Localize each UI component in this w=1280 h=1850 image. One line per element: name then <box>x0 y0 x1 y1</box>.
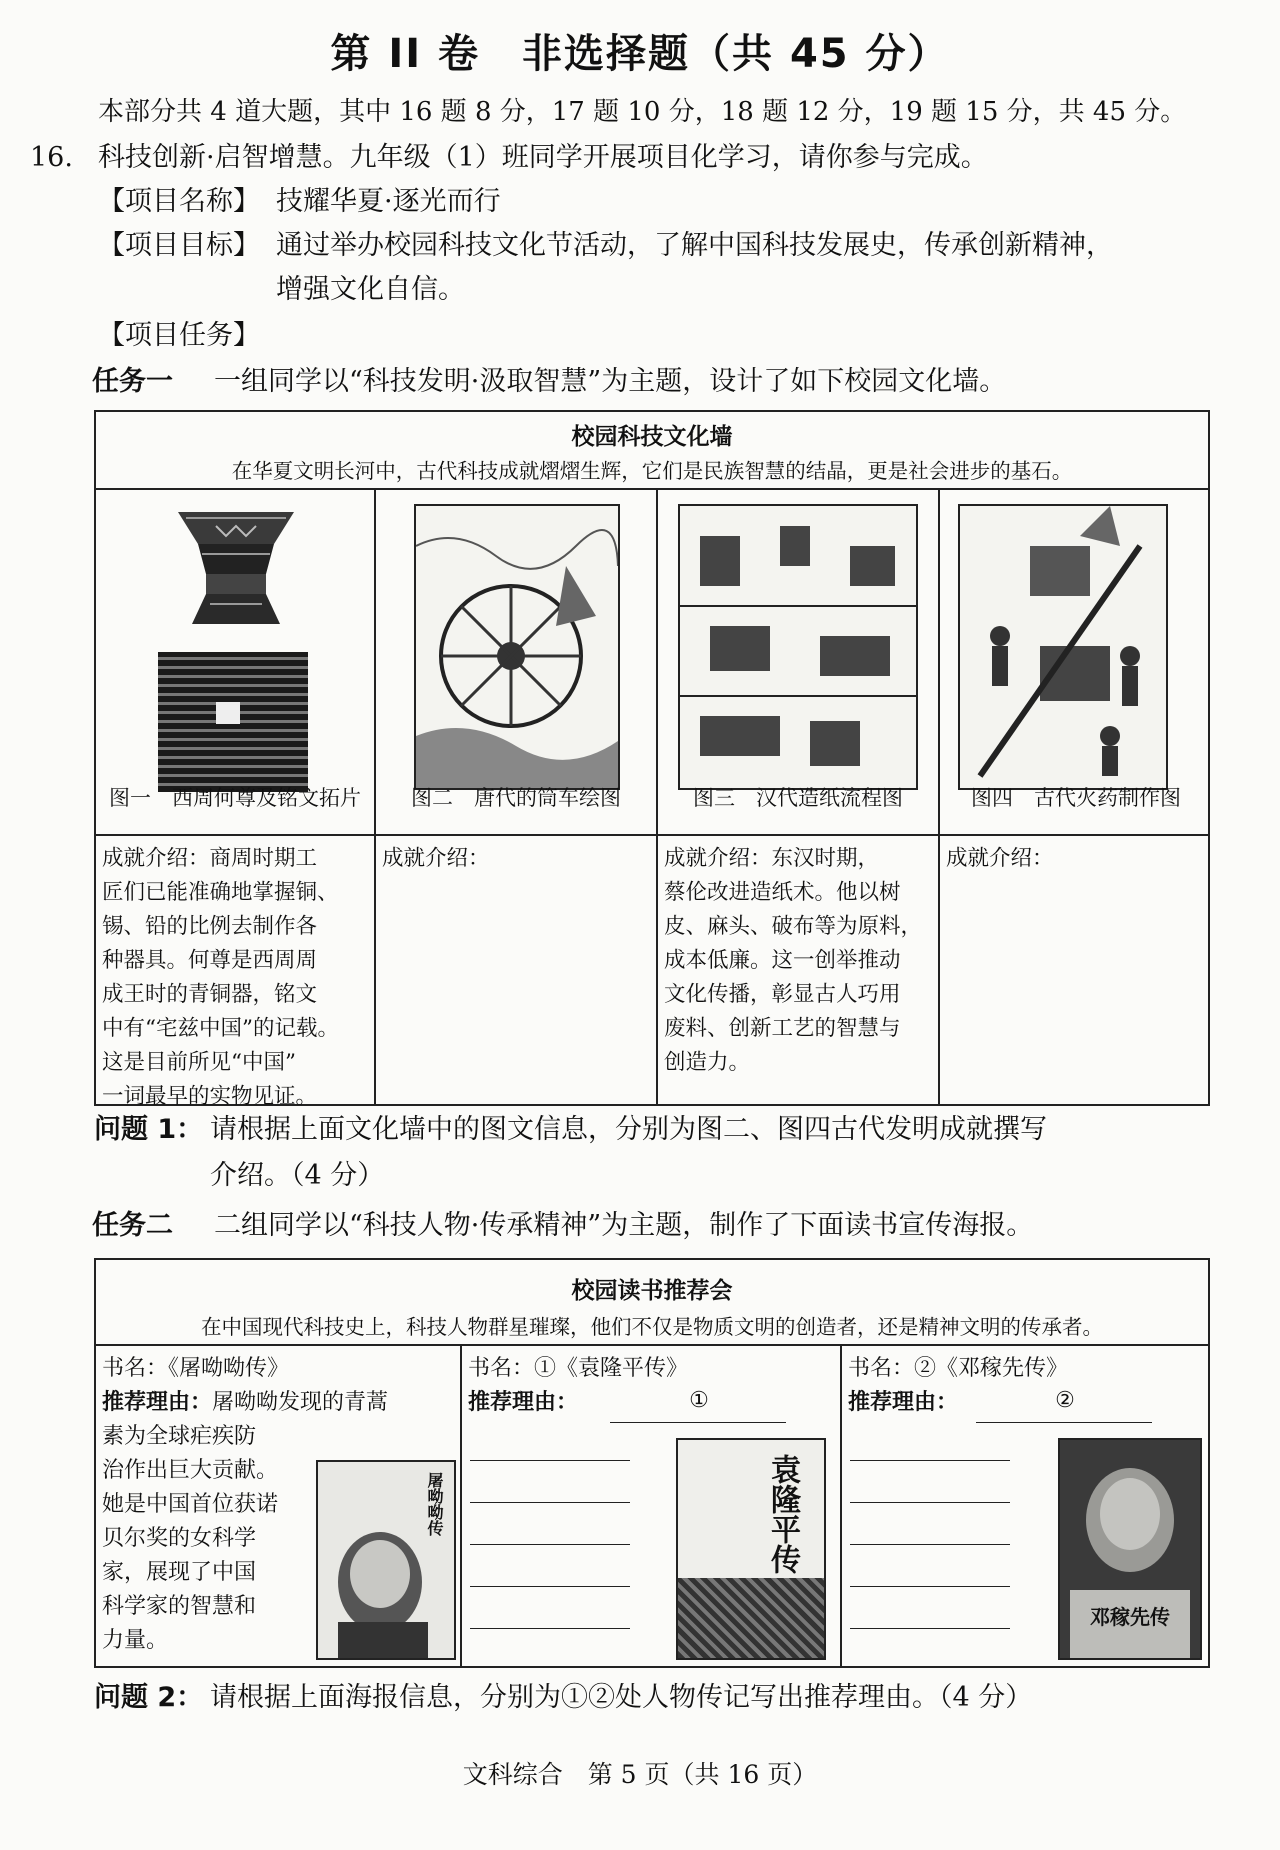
intro-line: 东汉时期， <box>771 846 880 871</box>
intro-line: 种器具。何尊是西周周 <box>102 948 318 973</box>
intro-label: 成就介绍： <box>946 846 1054 871</box>
question1-label: 问题 1： <box>94 1114 204 1145</box>
intro-label: 成就介绍： <box>382 846 490 871</box>
project-goal-line1: 通过举办校园科技文化节活动，了解中国科技发展史，传承创新精神， <box>276 230 1113 261</box>
question2-text: 请根据上面海报信息，分别为①②处人物传记写出推荐理由。（4 分） <box>210 1682 1033 1713</box>
answer-blank[interactable] <box>976 1422 1152 1423</box>
reason-line: 屠呦呦发现的青蒿 <box>212 1390 389 1415</box>
intro-line: 这是目前所见“中国” <box>102 1050 296 1075</box>
answer-blank[interactable] <box>850 1460 1010 1461</box>
intro-label: 成就介绍： <box>664 846 772 871</box>
book-cover-image <box>316 1460 456 1660</box>
bronze-vessel-image <box>156 504 316 634</box>
book-cover-image <box>1058 1438 1202 1660</box>
intro-line: 一词最早的实物见证。 <box>102 1084 318 1109</box>
task2-label: 任务二 <box>92 1210 173 1241</box>
intro-line: 文化传播，彰显古人巧用 <box>664 982 901 1007</box>
culture-wall-subtitle: 在华夏文明长河中，古代科技成就熠熠生辉，它们是民族智慧的结晶，更是社会进步的基石。 <box>231 459 1073 483</box>
answer-blank[interactable] <box>470 1628 630 1629</box>
book-name: 书名：①《袁隆平传》 <box>468 1356 689 1381</box>
reason-line: 治作出巨大贡献。 <box>102 1458 279 1483</box>
book-name: 书名：②《邓稼先传》 <box>848 1356 1069 1381</box>
achievement-intro-1 <box>102 842 370 1114</box>
culture-wall-title: 校园科技文化墙 <box>571 424 733 450</box>
figure-caption: 图四 古代火药制作图 <box>971 786 1181 810</box>
reading-poster <box>94 1258 1210 1668</box>
answer-marker-2: ② <box>1055 1388 1075 1413</box>
intro-line: 皮、麻头、破布等为原料， <box>664 914 923 939</box>
answer-blank[interactable] <box>470 1502 630 1503</box>
reason-line: 贝尔奖的女科学 <box>102 1526 257 1551</box>
intro-line: 匠们已能准确地掌握铜、 <box>102 880 339 905</box>
book-name: 书名：《屠呦呦传》 <box>102 1356 290 1381</box>
reason-label: 推荐理由： <box>848 1390 959 1415</box>
figure-caption: 图一 西周何尊及铭文拓片 <box>109 786 361 810</box>
gunpowder-drawing <box>958 504 1168 790</box>
poster-title: 校园读书推荐会 <box>571 1278 733 1304</box>
answer-blank[interactable] <box>470 1544 630 1545</box>
reason-label: 推荐理由： <box>102 1390 213 1415</box>
project-tasks-label: 【项目任务】 <box>98 320 260 351</box>
reason-line: 她是中国首位获诺 <box>102 1492 279 1517</box>
figure-caption: 图三 汉代造纸流程图 <box>693 786 903 810</box>
intro-line: 锡、铅的比例去制作各 <box>102 914 318 939</box>
answer-blank[interactable] <box>850 1586 1010 1587</box>
book-cover-title: 袁隆平传 <box>765 1454 800 1574</box>
section-intro: 本部分共 4 道大题，其中 16 题 8 分，17 题 10 分，18 题 12 分，19 题 15 分，共 45 分。 <box>98 97 1187 127</box>
question1-line2: 介绍。（4 分） <box>210 1160 385 1191</box>
reason-line: 科学家的智慧和 <box>102 1594 257 1619</box>
reason-line: 家，展现了中国 <box>102 1560 257 1585</box>
intro-line: 废料、创新工艺的智慧与 <box>664 1016 901 1041</box>
book-cover-image <box>676 1438 826 1660</box>
answer-blank[interactable] <box>610 1422 786 1423</box>
intro-label: 成就介绍： <box>102 846 210 871</box>
project-goal-label: 【项目目标】 <box>98 230 260 261</box>
water-wheel-drawing <box>414 504 620 790</box>
figure-caption: 图二 唐代的筒车绘图 <box>411 786 621 810</box>
achievement-intro-2[interactable] <box>382 842 650 876</box>
answer-blank[interactable] <box>850 1544 1010 1545</box>
answer-blank[interactable] <box>850 1628 1010 1629</box>
achievement-intro-3 <box>664 842 934 1080</box>
page-footer: 文科综合 第 5 页（共 16 页） <box>462 1760 818 1789</box>
project-name-label: 【项目名称】 <box>98 186 260 217</box>
book-cover-title: 邓稼先传 <box>1090 1605 1170 1629</box>
answer-blank[interactable] <box>850 1502 1010 1503</box>
achievement-intro-4[interactable] <box>946 842 1208 876</box>
task2-text: 二组同学以“科技人物·传承精神”为主题，制作了下面读书宣传海报。 <box>214 1210 1034 1241</box>
task1-text: 一组同学以“科技发明·汲取智慧”为主题，设计了如下校园文化墙。 <box>214 366 1007 397</box>
reason-label: 推荐理由： <box>468 1390 579 1415</box>
question2-label: 问题 2： <box>94 1682 204 1713</box>
project-goal-line2: 增强文化自信。 <box>276 274 465 305</box>
answer-blank[interactable] <box>470 1460 630 1461</box>
intro-line: 创造力。 <box>664 1050 751 1075</box>
reason-line: 力量。 <box>102 1628 169 1653</box>
task1-label: 任务一 <box>92 366 173 397</box>
culture-wall <box>94 410 1210 1109</box>
intro-line: 商周时期工 <box>209 846 318 871</box>
poster-subtitle: 在中国现代科技史上，科技人物群星璀璨，他们不仅是物质文明的创造者，还是精神文明的传承者。 <box>201 1315 1103 1339</box>
question-lead: 科技创新·启智增慧。九年级（1）班同学开展项目化学习，请你参与完成。 <box>98 142 988 173</box>
papermaking-drawing <box>678 504 918 790</box>
book-cover-title: 屠呦呦传 <box>425 1472 444 1536</box>
question-number: 16. <box>30 142 73 173</box>
intro-line: 成本低廉。这一创举推动 <box>664 948 901 973</box>
question1-line1: 请根据上面文化墙中的图文信息，分别为图二、图四古代发明成就撰写 <box>210 1114 1047 1145</box>
answer-marker-1: ① <box>689 1388 709 1413</box>
reason-line: 素为全球疟疾防 <box>102 1424 257 1449</box>
project-name: 技耀华夏·逐光而行 <box>276 186 501 217</box>
page-title: 第 II 卷 非选择题（共 45 分） <box>330 31 950 77</box>
intro-line: 蔡伦改进造纸术。他以树 <box>664 880 901 905</box>
intro-line: 成王时的青铜器，铭文 <box>102 982 318 1007</box>
inscription-rubbing-image <box>158 652 308 792</box>
answer-blank[interactable] <box>470 1586 630 1587</box>
intro-line: 中有“宅兹中国”的记载。 <box>102 1016 339 1041</box>
